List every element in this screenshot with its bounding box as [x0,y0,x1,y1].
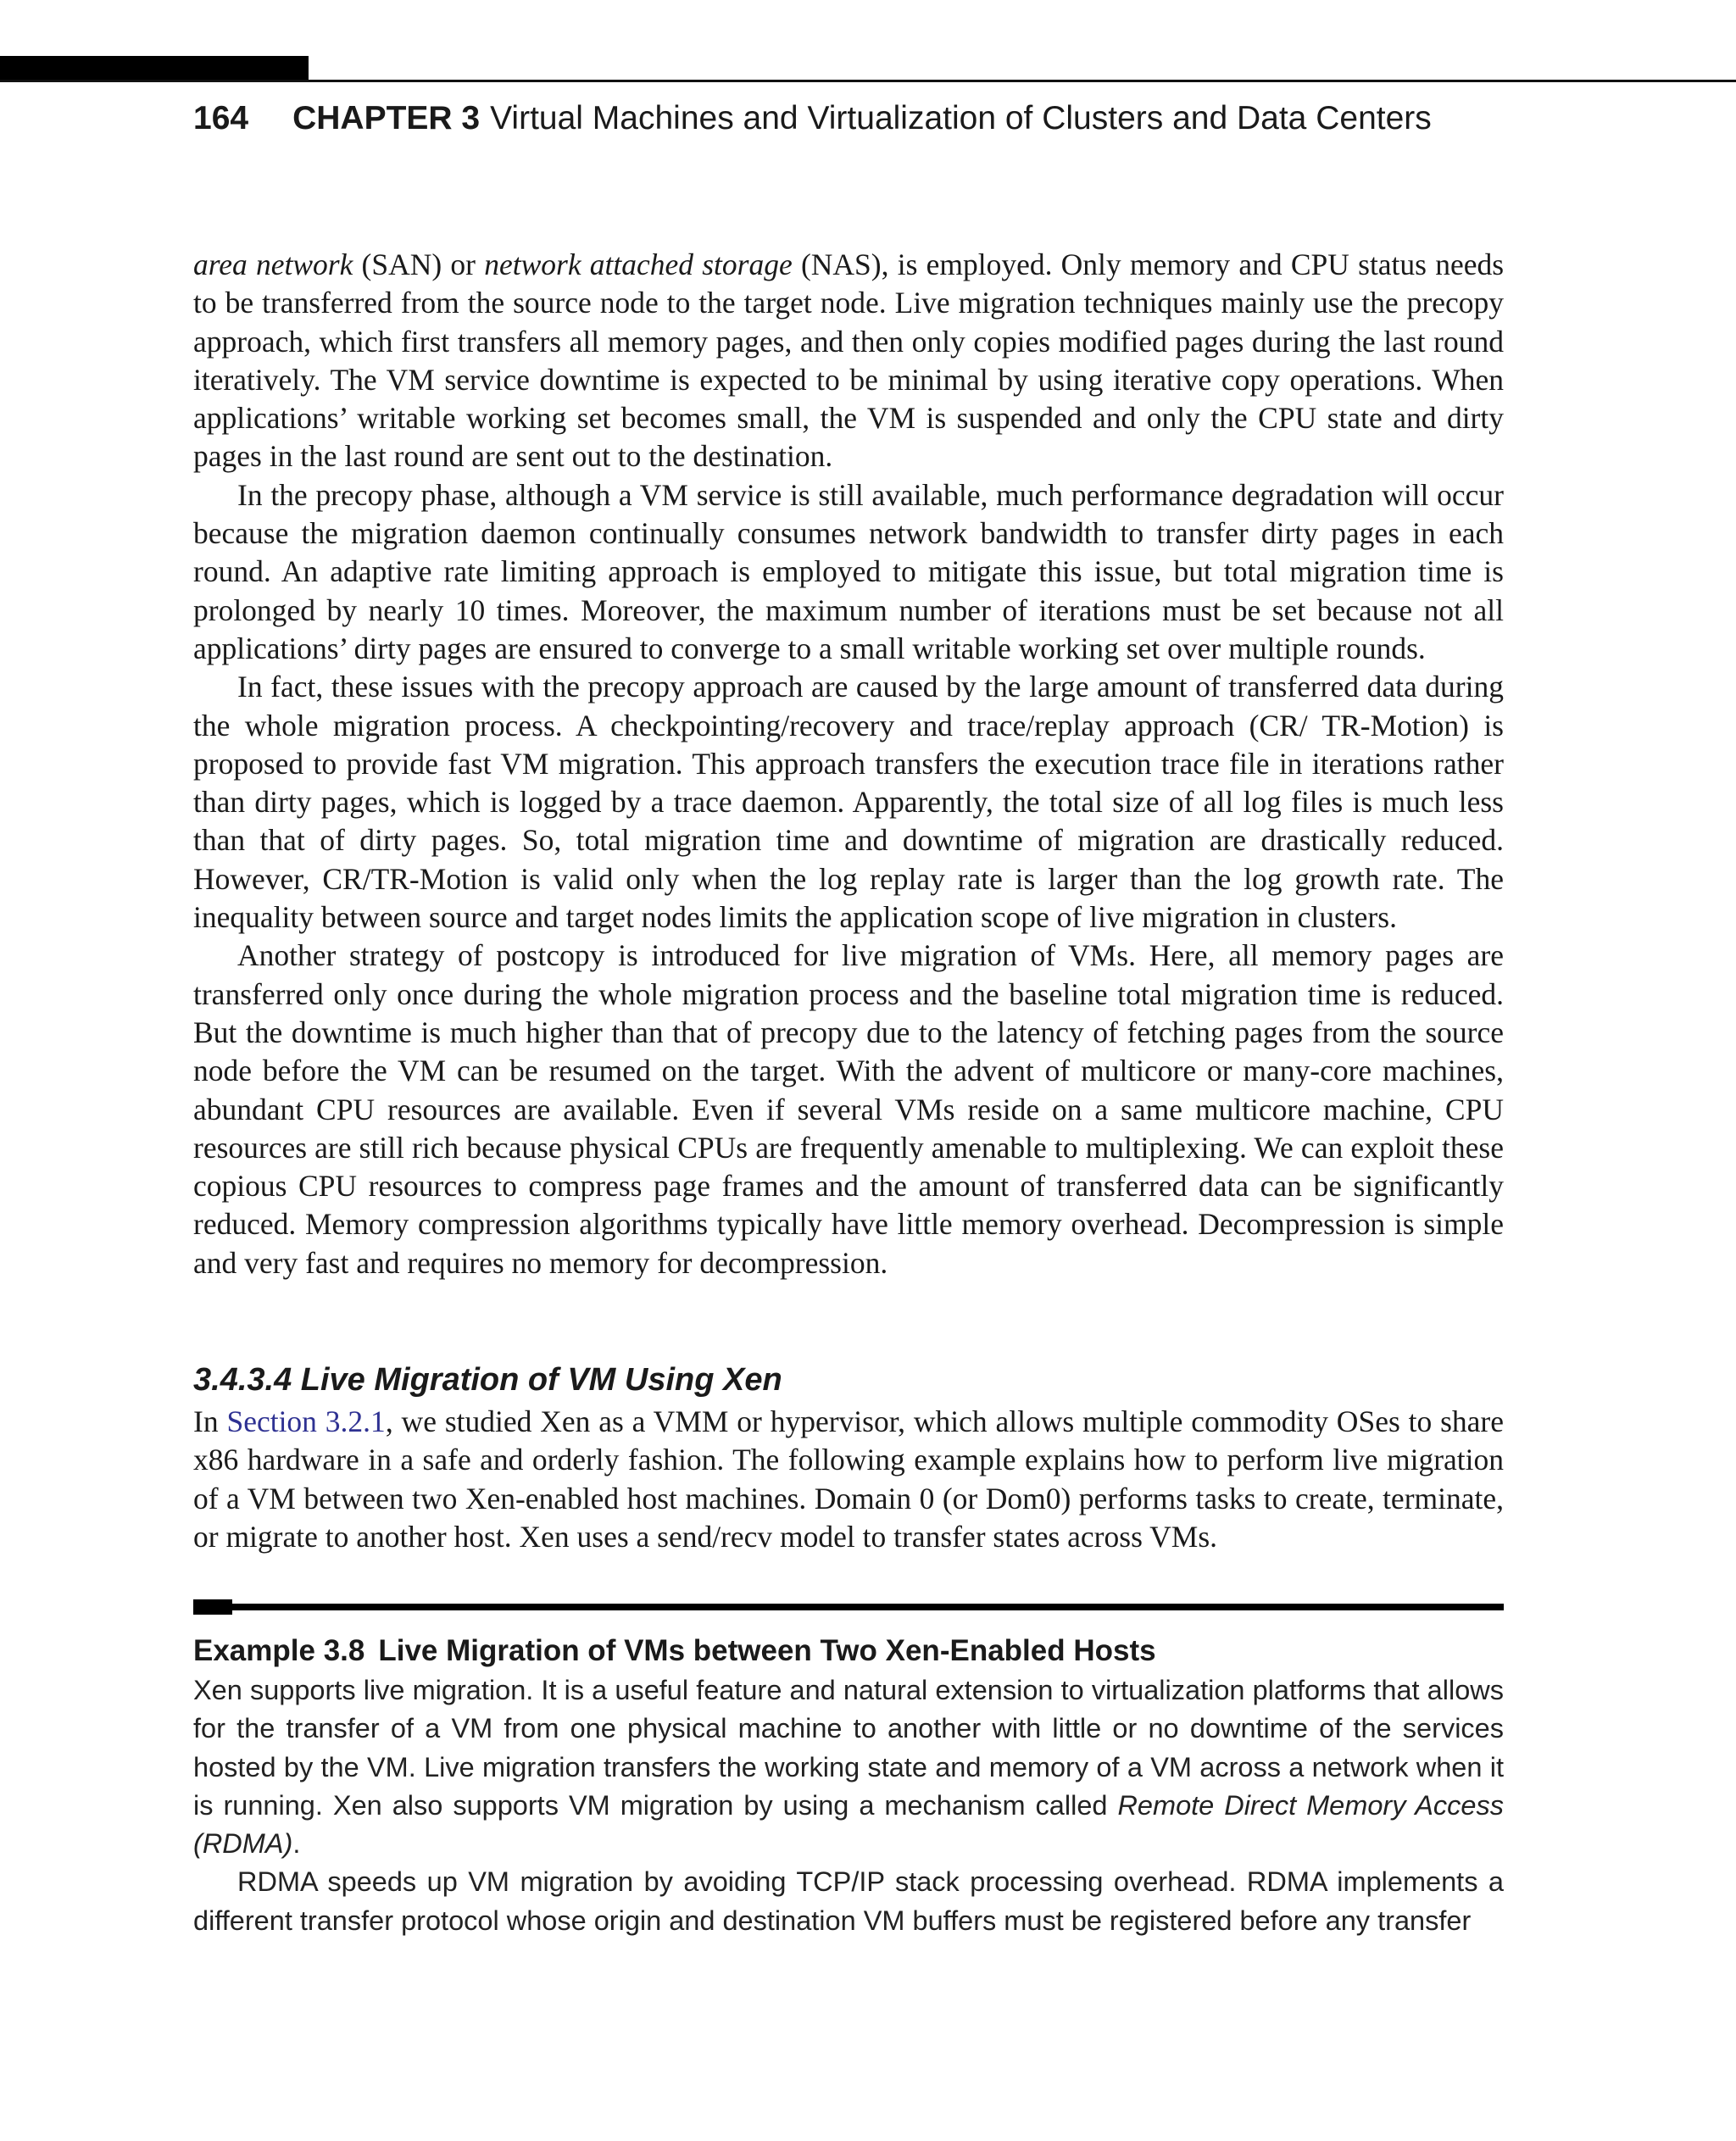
example-title: Live Migration of VMs between Two Xen-Enabled Hosts [378,1634,1156,1667]
running-head [193,93,1432,144]
section-heading: 3.4.3.4 Live Migration of VM Using Xen [193,1362,782,1398]
example-rule-block [193,1599,232,1615]
section-paragraph: In Section 3.2.1, we studied Xen as a VMM or hypervisor, which allows multiple commodity OSes to share x86 hardware in a safe and orderly fashion. The following example explains how to perform live migration of a VM between two Xen-enabled host machines. Domain 0 (or Dom0) performs tasks to create, terminate, or migrate to another host. Xen uses a send/recv model to transfer states across VMs. [193,1404,1505,1554]
term-san: area network [193,247,353,281]
example-text [193,1671,1504,1940]
example-label: Example 3.8 [193,1634,365,1667]
header-bar-block [0,56,309,82]
example-rule [193,1604,1504,1610]
body-paragraph-3: In fact, these issues with the precopy approach are caused by the large amount of transferred data during the whole migration process. A checkpointing/recovery and trace/replay approach (CR/ TR-Motion) is proposed to provide fast VM migration. This approach transfers the execution trace file in iterations rather than dirty pages, which is logged by a trace daemon. Apparently, the total size of all log files is much less than that of dirty pages. So, total migration time and downtime of migration are drastically reduced. However, CR/TR-Motion is valid only when the log replay rate is larger than the log growth rate. The inequality between source and target nodes limits the application scope of live migration in clusters. [193,670,1504,935]
example-paragraph-1: Xen supports live migration. It is a useful feature and natural extension to virtualization platforms that allows for the transfer of a VM from one physical machine to another with little or no downtime of the services hosted by the VM. Live migration transfers the working state and memory of a VM across a network when it is running. Xen also supports VM migration by using a mechanism called Remote Direct Memory Access (RDMA). [193,1675,1504,1860]
body-paragraph-2: In the precopy phase, although a VM service is still available, much performance degradation will occur because the migration daemon continually consumes network bandwidth to transfer dirty pages in each round. An adaptive rate limiting approach is employed to mitigate this issue, but total migration time is prolonged by nearly 10 times. Moreover, the maximum number of iterations must be set because not all applications’ dirty pages are ensured to converge to a small writable working set over multiple rounds. [193,477,1504,665]
page-number: 164 [193,100,249,136]
chapter-label: CHAPTER 3 [292,100,481,136]
section-text [193,1403,1504,1556]
body-text [193,246,1504,1282]
term-nas: network attached storage [484,247,793,281]
example-heading [193,1630,1504,1672]
example-paragraph-2: RDMA speeds up VM migration by avoiding TCP/IP stack processing overhead. RDMA implements a different transfer protocol whose origin and destination VM buffers must be registered before any transfer [193,1866,1504,1936]
chapter-title: Virtual Machines and Virtualization of Clusters and Data Centers [490,100,1432,136]
section-cross-reference-link[interactable]: Section 3.2.1 [226,1404,386,1438]
body-paragraph-1: area network (SAN) or network attached storage (NAS), is employed. Only memory and CPU status needs to be transferred from the source node to the target node. Live migration techniques mainly use the precopy approach, which first transfers all memory pages, and then only copies modified pages during the last round iteratively. The VM service downtime is expected to be minimal by using iterative copy operations. When applications’ writable working set becomes small, the VM is suspended and only the CPU state and dirty pages in the last round are sent out to the destination. [193,247,1505,474]
header-rule [0,80,1736,82]
body-paragraph-4: Another strategy of postcopy is introduced for live migration of VMs. Here, all memory pages are transferred only once during the whole migration process and the baseline total migration time is reduced. But the downtime is much higher than that of precopy due to the latency of fetching pages from the source node before the VM can be resumed on the target. With the advent of multicore or many-core machines, abundant CPU resources are available. Even if several VMs reside on a same multicore machine, CPU resources are still rich because physical CPUs are frequently amenable to multiplexing. We can exploit these copious CPU resources to compress page frames and the amount of transferred data can be significantly reduced. Memory compression algorithms typically have little memory overhead. Decompression is simple and very fast and requires no memory for decompression. [193,938,1504,1280]
term-rdma: Remote Direct Memory Access (RDMA) [193,1789,1504,1860]
